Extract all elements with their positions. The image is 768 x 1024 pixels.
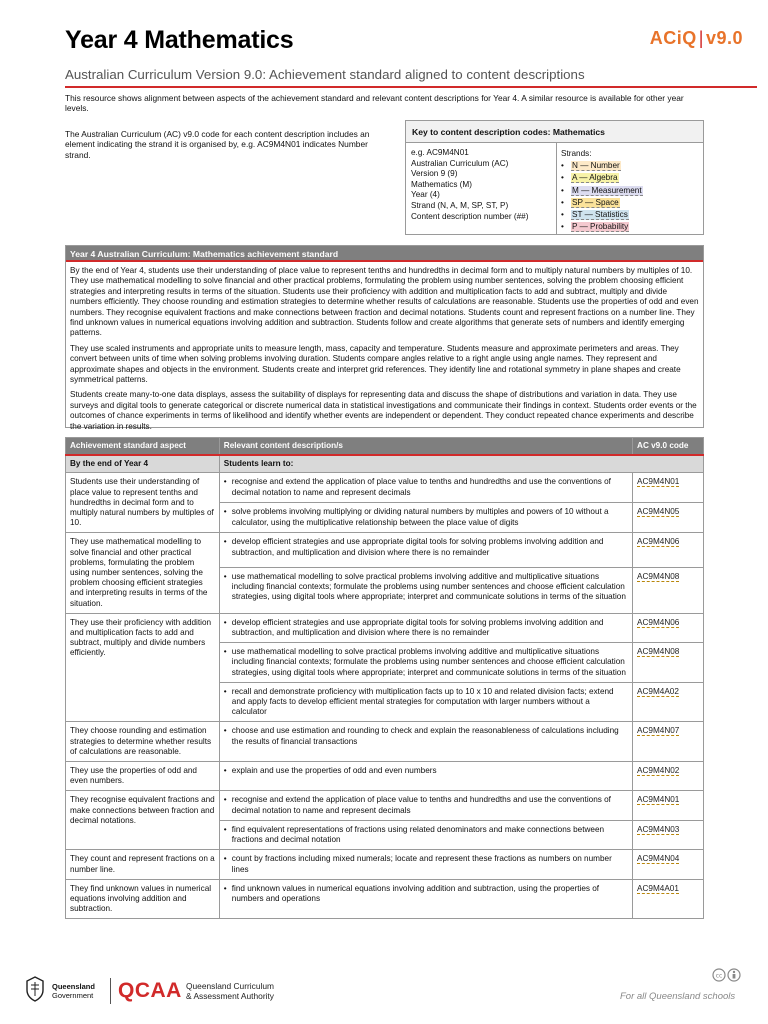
table-row — [66, 473, 704, 503]
description-text: use mathematical modelling to solve practical problems involving additive and multiplicative situations including financial contexts; formulate the problems using number sentences and choose efficient calculation strategies, using digital tools where appropriate; interpret and communicate solutions in terms of the situation — [231, 647, 626, 677]
content-code-link[interactable]: AC9M4N02 — [637, 766, 680, 776]
description-item — [224, 854, 626, 874]
bullet-icon: • — [223, 507, 227, 517]
bullet-icon: • — [561, 197, 564, 207]
qld-name: Queensland — [52, 982, 95, 991]
description-cell — [219, 682, 632, 722]
alignment-table — [65, 437, 704, 919]
description-cell — [219, 722, 632, 762]
key-example: e.g. AC9M4N01 — [411, 148, 469, 157]
description-item — [224, 618, 626, 638]
footer-logos — [24, 976, 324, 1006]
description-text: count by fractions including mixed numerals; locate and represent these fractions as numbers on number lines — [231, 854, 612, 874]
logo-text: ACiQ — [649, 28, 697, 48]
description-cell — [219, 567, 632, 613]
qcaa-name-line1: Queensland Curriculum — [186, 981, 274, 991]
code-cell — [633, 820, 704, 849]
description-text: recall and demonstrate proficiency with multiplication facts up to 10 x 10 and related division facts; extend and apply facts to develop efficient mental strategies for computation with larger numbers without a calculator — [231, 686, 614, 717]
code-cell — [633, 473, 704, 503]
bullet-icon: • — [223, 617, 227, 627]
code-cell — [633, 791, 704, 820]
description-cell — [219, 850, 632, 879]
description-text: solve problems involving multiplying or dividing natural numbers by multiples and powers of 10 without a calculator, using the multiplicative relationship between the place value of digits — [231, 507, 609, 527]
key-code-breakdown — [411, 148, 556, 222]
code-cell — [633, 533, 704, 567]
description-text: choose and use estimation and rounding to check and explain the reasonableness of calculations including the results of financial transactions — [231, 726, 619, 746]
strand-label[interactable]: M — Measurement — [572, 185, 642, 195]
creative-commons-icon[interactable] — [712, 968, 744, 982]
aspect-cell: They choose rounding and estimation strategies to determine whether results of calculations are reasonable. — [66, 722, 220, 762]
key-title: Key to content description codes: Mathematics — [406, 121, 703, 143]
content-code-link[interactable]: AC9M4N04 — [637, 854, 680, 864]
description-text: develop efficient strategies and use appropriate digital tools for solving problems involving addition and subtraction, and multiplication and division where there is no remainder — [231, 617, 604, 638]
intro-paragraph: This resource shows alignment between aspects of the achievement standard and relevant content descriptions for Year 4. A similar resource is available for other year levels. — [65, 93, 684, 114]
bullet-icon: • — [223, 726, 227, 736]
aspect-cell: They count and represent fractions on a number line. — [66, 850, 220, 879]
code-explanation: The Australian Curriculum (AC) v9.0 code for each content description includes an element indicating the strand it is organised by, e.g. AC9M4N01 indicates Number strand. — [65, 129, 370, 160]
content-code-link[interactable]: AC9M4N03 — [637, 824, 680, 834]
key-line: Australian Curriculum (AC) — [411, 158, 509, 168]
code-cell — [633, 682, 704, 722]
code-cell — [633, 850, 704, 879]
col-header-code: AC v9.0 code — [633, 438, 704, 456]
description-cell — [219, 879, 632, 919]
strand-item — [561, 172, 701, 184]
bullet-icon: • — [223, 686, 227, 696]
aspect-cell: They use the properties of odd and even numbers. — [66, 762, 220, 791]
content-code-link[interactable]: AC9M4N06 — [637, 537, 680, 547]
code-cell — [633, 762, 704, 791]
col-header-desc: Relevant content description/s — [219, 438, 632, 456]
logo-separator: | — [698, 28, 704, 48]
description-cell — [219, 613, 632, 642]
aspect-cell: Students use their understanding of place value to represent tenths and hundredths in decimal form and to multiply natural numbers by multiples of 10. — [66, 473, 220, 533]
standard-paragraph: Students create many-to-one data displays, assess the suitability of displays for representing data and discuss the shape of distributions and variation in data. They use surveys and digital tools to generate categorical or discrete numerical data in statistical investigations and communicate their findings in context. Students order events or the outcomes of chance experiments in terms of likelihood and identify whether events are independent or dependent. They conduct repeated chance experiments and describe the variation in results. — [70, 390, 697, 431]
content-code-link[interactable]: AC9M4A01 — [637, 883, 679, 893]
qld-gov-wordmark — [52, 982, 95, 1000]
content-code-link[interactable]: AC9M4A02 — [637, 686, 679, 696]
standard-body — [66, 262, 703, 441]
description-cell — [219, 533, 632, 567]
description-text: find equivalent representations of fractions using related denominators and make connections between fractions and decimal notation — [231, 824, 605, 845]
key-divider — [556, 143, 557, 235]
aspect-cell: They use mathematical modelling to solve financial and other practical problems, formulating the problem using number sentences, solving the problem choosing efficient strategies and interpreting results in terms of the situation. — [66, 533, 220, 613]
key-line: Strand (N, A, M, SP, ST, P) — [411, 200, 509, 210]
bullet-icon: • — [561, 173, 564, 183]
standard-heading: Year 4 Australian Curriculum: Mathematics achievement standard — [66, 246, 703, 262]
description-item — [224, 825, 626, 845]
table-row — [66, 850, 704, 879]
table-row — [66, 791, 704, 820]
content-code-link[interactable]: AC9M4N05 — [637, 507, 680, 517]
strand-label[interactable]: SP — Space — [572, 197, 619, 207]
logo-version: v9.0 — [705, 28, 743, 48]
description-cell — [219, 820, 632, 849]
standard-paragraph: They use scaled instruments and appropriate units to measure length, mass, capacity and temperature. Students measure and approximate perimeters and areas. They convert between units of time when solving problems involving duration. Students compare angles relative to a right angle using angle names. They represent and approximate shapes and objects in the environment. Students create and interpret grid references. They identify line and rotational symmetry in plane shapes and create symmetrical patterns. — [70, 343, 681, 385]
content-code-link[interactable]: AC9M4N08 — [637, 647, 680, 657]
strand-item — [561, 160, 701, 172]
header-rule — [65, 86, 757, 88]
table-row — [66, 722, 704, 762]
code-cell — [633, 879, 704, 919]
page-title: Year 4 Mathematics — [65, 26, 294, 54]
content-code-link[interactable]: AC9M4N01 — [637, 477, 680, 487]
description-text: recognise and extend the application of place value to tenths and hundredths and use the conventions of decimal notation to name and represent decimals — [231, 477, 611, 497]
description-item — [224, 726, 626, 746]
footer-tagline: For all Queensland schools — [620, 991, 736, 1002]
table-row — [66, 879, 704, 919]
description-text: explain and use the properties of odd and even numbers — [231, 766, 437, 776]
code-cell — [633, 503, 704, 533]
description-text: develop efficient strategies and use appropriate digital tools for solving problems involving addition and subtraction, and multiplication and division where there is no remainder — [231, 537, 604, 557]
table-row — [66, 613, 704, 642]
strands-label: Strands: — [561, 149, 592, 158]
description-item — [224, 477, 626, 497]
qld-gov: Government — [52, 991, 94, 1000]
key-line: Content description number (##) — [411, 211, 529, 221]
description-text: use mathematical modelling to solve practical problems involving additive and multiplicative situations including financial contexts; formulate the problems using number sentences and choose efficient calculation strategies, using digital tools where appropriate; interpret and communicate solutions in terms of the situation — [231, 571, 626, 602]
key-line: Version 9 (9) — [411, 169, 458, 179]
bullet-icon: • — [561, 210, 564, 220]
content-code-link[interactable]: AC9M4N06 — [637, 617, 680, 627]
code-cell — [633, 643, 704, 683]
strand-label[interactable]: N — Number — [572, 161, 620, 171]
key-strands — [561, 148, 701, 233]
bullet-icon: • — [223, 795, 227, 805]
aspect-cell: They recognise equivalent fractions and make connections between fraction and decimal notations. — [66, 791, 220, 850]
description-item — [224, 687, 626, 718]
svg-text:cc: cc — [715, 972, 723, 980]
strand-item — [561, 185, 701, 197]
bullet-icon: • — [223, 537, 227, 547]
description-item — [224, 795, 626, 815]
bullet-icon: • — [223, 766, 227, 776]
strand-label[interactable]: P — Probability — [572, 222, 629, 232]
description-item — [224, 766, 626, 776]
strand-item — [561, 197, 701, 209]
queensland-crest-icon — [24, 976, 46, 1002]
standard-paragraph: By the end of Year 4, students use their understanding of place value to represent tenths and hundredths in decimal form and to multiply natural numbers by multiples of 10. They use mathematical modelling to solve financial and other practical problems, formulating the problem using number sentences, solving the problem choosing efficient strategies and interpreting results in terms of the situation. Students use their proficiency with addition and multiplication facts to add and subtract, multiply and divide numbers efficiently. They choose rounding and estimation strategies to determine whether results of calculations are reasonable. Students use the properties of odd and even numbers. They recognise equivalent fractions and make connections between fraction and decimal notations. Students count and represent fractions on a number line. They find unknown values in numerical equations involving addition and subtraction. Students follow and create algorithms that generate sets of numbers and identify emerging patterns. — [70, 266, 699, 338]
bullet-icon: • — [223, 571, 227, 581]
achievement-standard-box — [65, 245, 704, 431]
strand-item — [561, 221, 701, 233]
bullet-icon: • — [223, 824, 227, 834]
description-cell — [219, 762, 632, 791]
qcaa-logo: QCAA — [118, 979, 182, 1002]
aciq-logo — [650, 28, 743, 49]
footer-divider — [110, 978, 111, 1004]
code-key-box — [405, 120, 704, 235]
key-line: Mathematics (M) — [411, 179, 472, 189]
key-line: Year (4) — [411, 190, 440, 200]
description-text: recognise and extend the application of place value to tenths and hundredths and use the conventions of decimal notation to name and represent decimals — [231, 795, 611, 815]
bullet-icon: • — [561, 222, 564, 232]
bullet-icon: • — [223, 647, 227, 657]
qcaa-fullname — [186, 981, 274, 1001]
bullet-icon: • — [561, 161, 564, 171]
table-row — [66, 533, 704, 567]
description-item — [224, 537, 626, 557]
aspect-cell: They use their proficiency with addition and multiplication facts to add and subtract, multiply and divide numbers efficiently. — [66, 613, 220, 722]
bullet-icon: • — [223, 477, 227, 487]
qcaa-name-line2: & Assessment Authority — [186, 991, 274, 1001]
aspect-cell: They find unknown values in numerical equations involving addition and subtraction. — [66, 879, 220, 919]
sub-header-desc: Students learn to: — [219, 455, 703, 473]
page-subtitle: Australian Curriculum Version 9.0: Achievement standard aligned to content descriptions — [65, 67, 585, 82]
description-cell — [219, 473, 632, 503]
description-item — [224, 884, 626, 904]
sub-header-aspect: By the end of Year 4 — [66, 455, 220, 473]
strand-label[interactable]: A — Algebra — [572, 173, 618, 183]
col-header-aspect: Achievement standard aspect — [66, 438, 220, 456]
strand-label[interactable]: ST — Statistics — [572, 210, 628, 220]
strand-item — [561, 209, 701, 221]
description-cell — [219, 503, 632, 533]
description-cell — [219, 643, 632, 683]
content-code-link[interactable]: AC9M4N01 — [637, 795, 680, 805]
page-header — [65, 26, 755, 82]
code-cell — [633, 613, 704, 642]
content-code-link[interactable]: AC9M4N08 — [637, 571, 680, 581]
description-text: find unknown values in numerical equations involving addition and subtraction, using the properties of numbers and operations — [231, 883, 600, 903]
content-code-link[interactable]: AC9M4N07 — [637, 726, 680, 736]
description-item — [224, 572, 626, 603]
bullet-icon: • — [561, 185, 564, 195]
description-cell — [219, 791, 632, 820]
description-item — [224, 507, 626, 527]
bullet-icon: • — [223, 883, 227, 893]
code-cell — [633, 722, 704, 762]
description-item — [224, 647, 626, 678]
code-cell — [633, 567, 704, 613]
table-row — [66, 762, 704, 791]
bullet-icon: • — [223, 854, 227, 864]
